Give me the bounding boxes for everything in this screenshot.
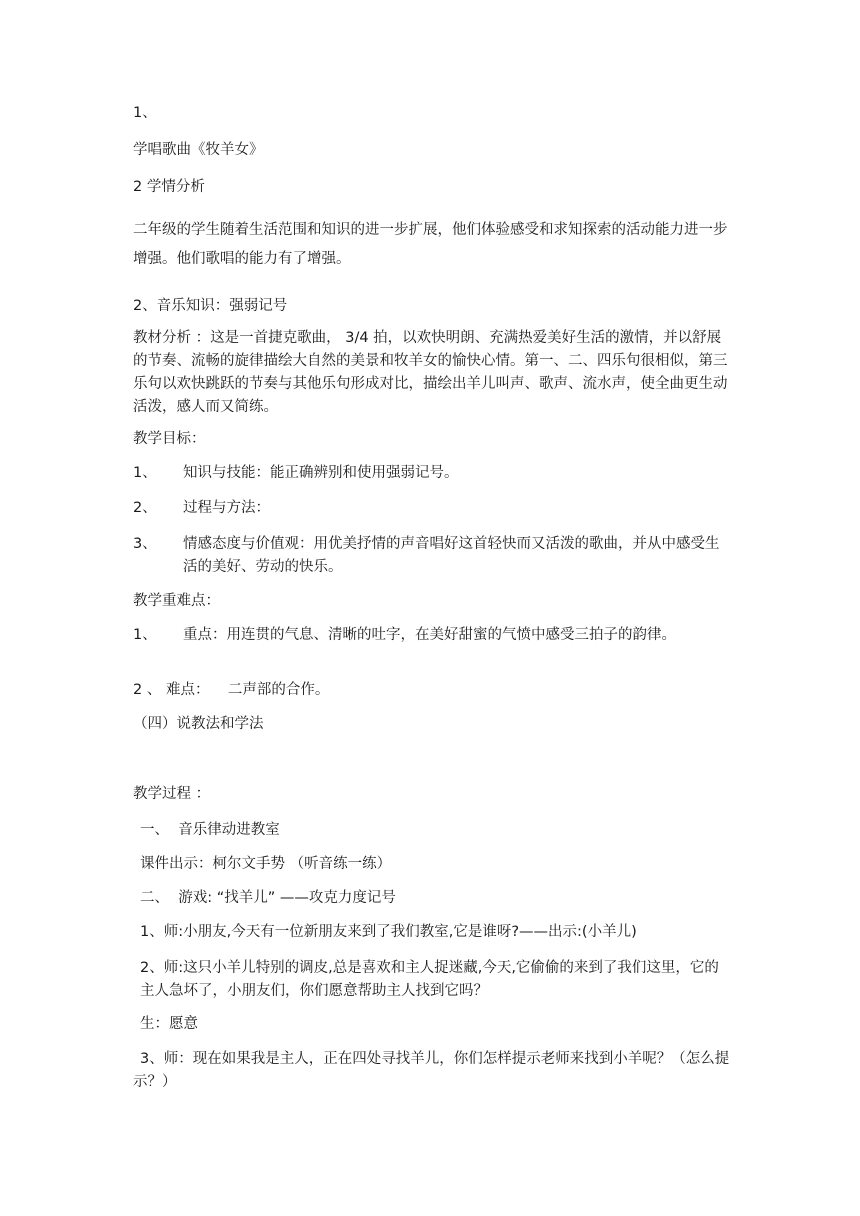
paragraph-material-analysis: 教材分析 ：这是一首捷克歌曲， 3/4 拍，以欢快明朗、充满热爱美好生活的激情，并以舒展的节奏、流畅的旋律描绘大自然的美景和牧羊女的愉快心情。第一、二、四乐句很相似，第三乐句以欢快跳跃的节奏与其他乐句形成对比，描绘出羊儿叫声、歌声、流水声，使全曲更生动活泼，感人而又简练。 (133, 330, 728, 415)
step-2-item-1: 1、师:小朋友,今天有一位新朋友来到了我们教室,它是谁呀?——出示:(小羊儿) (140, 924, 637, 940)
step-2-heading: 二、 游戏: “找羊儿” ——攻克力度记号 (140, 890, 396, 906)
goal-3-number: 3、 (133, 536, 157, 552)
step-1-courseware: 课件出示：柯尔文手势 （听音练一练） (140, 856, 392, 872)
step-2-item-2: 2、师:这只小羊儿特别的调皮,总是喜欢和主人捉迷藏,今天,它偷偷的来到了我们这里，它的主人急坏了，小朋友们，你们愿意帮助主人找到它吗？ (140, 960, 719, 999)
goal-1-text: 知识与技能：能正确辨别和使用强弱记号。 (183, 465, 459, 481)
goal-2-number: 2、 (133, 500, 157, 516)
step-2-item-3: 3、师：现在如果我是主人，正在四处寻找羊儿，你们怎样提示老师来找到小羊呢？（怎么提示？） (133, 1051, 730, 1090)
paragraph-learner-analysis: 二年级的学生随着生活范围和知识的进一步扩展，他们体验感受和求知探索的活动能力进一步增强。他们歌唱的能力有了增强。 (133, 222, 728, 267)
teaching-goals-heading: 教学目标： (133, 431, 206, 447)
section-teaching-methods: （四）说教法和学法 (133, 716, 264, 732)
student-answer: 生：愿意 (140, 1016, 198, 1032)
lesson-title: 学唱歌曲《牧羊女》 (133, 142, 264, 158)
key-points-heading: 教学重难点： (133, 593, 220, 609)
section-music-knowledge: 2、音乐知识：强弱记号 (133, 298, 288, 314)
heading-number-1: 1、 (133, 105, 157, 121)
key-point-1-text: 重点：用连贯的气息、清晰的吐字，在美好甜蜜的气愤中感受三拍子的韵律。 (183, 627, 676, 643)
teaching-process-heading: 教学过程 ： (133, 786, 211, 802)
key-point-1-number: 1、 (133, 627, 157, 643)
goal-1-number: 1、 (133, 465, 157, 481)
goal-3-text: 情感态度与价值观：用优美抒情的声音唱好这首轻快而又活泼的歌曲，并从中感受生活的美好、劳动的快乐。 (183, 536, 720, 575)
key-point-2: 2 、 难点： 二声部的合作。 (133, 682, 330, 698)
section-learner-analysis: 2 学情分析 (133, 179, 205, 195)
goal-2-text: 过程与方法： (183, 500, 270, 516)
step-1-heading: 一、 音乐律动进教室 (140, 822, 280, 838)
